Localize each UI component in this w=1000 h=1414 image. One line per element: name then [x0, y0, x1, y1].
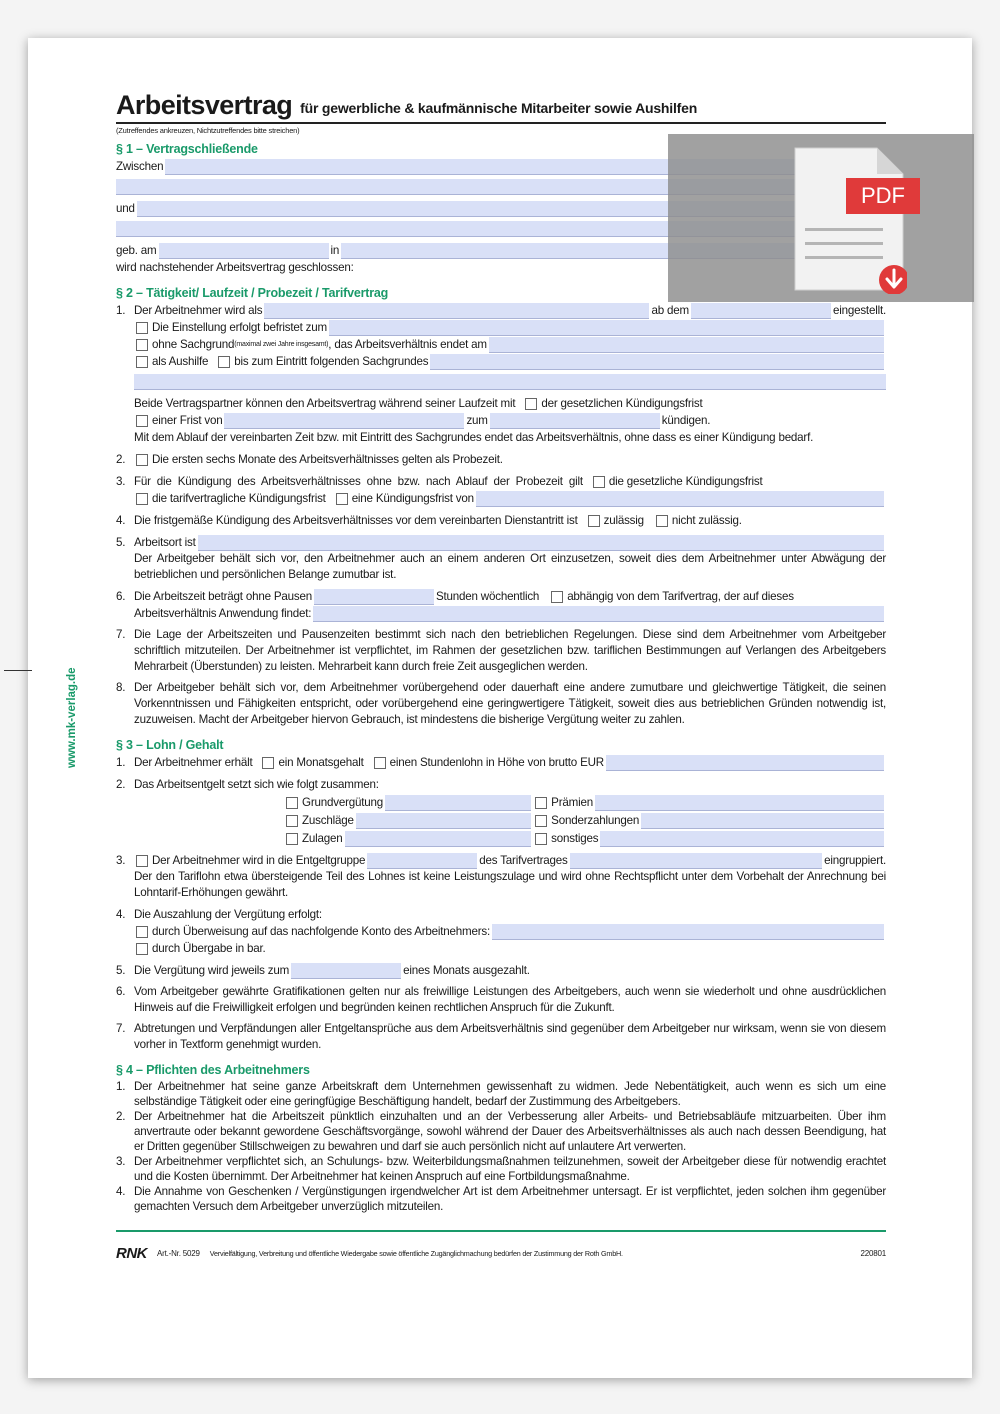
- eigene-frist-label: eine Kündigungsfrist von: [351, 492, 474, 505]
- entgeltgruppe-field[interactable]: [367, 853, 477, 869]
- section-4-heading: § 4 – Pflichten des Arbeitnehmers: [116, 1063, 310, 1077]
- aushilfe-checkbox[interactable]: [136, 356, 148, 368]
- aushilfe-label: als Aushilfe: [152, 355, 209, 368]
- weiterbildung-text: Der Arbeitnehmer verpflichtet sich, an Schulungs- bzw. Weiterbildungsmaßnahmen teilzunehmen, soweit der Arbeitgeber diese für notwendig erachtet und die Kosten übernimmt. Der Arbeitnehmer hat keinen Anspruch auf eine Fortbildungsmaßnahme.: [134, 1155, 886, 1183]
- befristet-label: Die Einstellung erfolgt befristet zum: [152, 321, 327, 334]
- kuendigen-label: kündigen.: [661, 414, 711, 427]
- footer: [116, 1246, 886, 1262]
- item-number: 2.: [116, 453, 126, 466]
- item-number: 4.: [116, 908, 126, 921]
- instruction-note: (Zutreffendes ankreuzen, Nichtzutreffendes bitte streichen): [116, 126, 300, 135]
- stundenlohn-label: einen Stundenlohn in Höhe von brutto EUR: [389, 756, 604, 769]
- verguetung-zum-label: Die Vergütung wird jeweils zum: [134, 964, 290, 977]
- item-number: 3.: [116, 1155, 126, 1168]
- sonstiges-checkbox[interactable]: [535, 833, 547, 845]
- item-number: 1.: [116, 756, 126, 769]
- frist-von-label: einer Frist von: [152, 414, 223, 427]
- s3-item6: [116, 984, 886, 1016]
- s3-item5: [116, 962, 886, 979]
- verschwiegenheit-text: Der Arbeitnehmer hat die Arbeitszeit pünktlich einzuhalten und an der Verbesserung aller Arbeits- und Betriebsabläufe mitzuarbeiten. Über ihm anvertraute oder bekannt gewordene Geschäftsvorgänge, sowohl während der Dauer des Arbeitsverhältnisses als auch nach dessen Beendigung, hat er Dritten gegenüber Stillschweigen zu bewahren und darf sie auch persönlich nicht auf unlautere Art verwerten.: [134, 1110, 886, 1153]
- component-row: [284, 829, 533, 847]
- component-label: Prämien: [551, 796, 593, 809]
- component-row: [533, 811, 886, 829]
- befristet-checkbox[interactable]: [136, 322, 148, 334]
- befristet-row: [116, 319, 886, 336]
- item-number: 2.: [116, 778, 126, 791]
- ueberweisung-row: [116, 923, 886, 940]
- item-number: 8.: [116, 681, 126, 694]
- gesetzliche-kuendigungsfrist-checkbox[interactable]: [593, 476, 605, 488]
- s4-item4: [116, 1184, 886, 1214]
- component-field[interactable]: [356, 813, 531, 829]
- s3-item4: [116, 906, 886, 923]
- sachgrund-label: bis zum Eintritt folgenden Sachgrundes: [234, 355, 429, 368]
- monat-label: eines Monats ausgezahlt.: [403, 964, 530, 977]
- job-label: Der Arbeitnehmer wird als: [134, 304, 263, 317]
- pdf-label: PDF: [861, 183, 905, 208]
- frist-checkbox[interactable]: [136, 415, 148, 427]
- item-number: 5.: [116, 536, 126, 549]
- ablauf-row: [116, 429, 886, 446]
- component-field[interactable]: [600, 831, 884, 847]
- bar-row: [116, 940, 886, 957]
- s2-item3: [116, 473, 886, 490]
- frist-field[interactable]: [224, 413, 464, 429]
- s3-item7: [116, 1021, 886, 1053]
- s3-item3: [116, 852, 886, 869]
- monatsgehalt-label: ein Monatsgehalt: [278, 756, 364, 769]
- title-row: [116, 90, 886, 124]
- component-row: [533, 829, 886, 847]
- zulagen-checkbox[interactable]: [286, 833, 298, 845]
- component-label: Zulagen: [302, 832, 343, 845]
- item-number: 5.: [116, 964, 126, 977]
- entgeltgruppe-checkbox[interactable]: [136, 855, 148, 867]
- zuschlaege-checkbox[interactable]: [286, 815, 298, 827]
- ueberweisung-checkbox[interactable]: [136, 926, 148, 938]
- tarif-frist-checkbox[interactable]: [136, 493, 148, 505]
- konto-field[interactable]: [492, 924, 884, 940]
- entgelt-left-column: [284, 793, 533, 847]
- pdf-download-overlay[interactable]: [668, 134, 974, 302]
- item-number: 7.: [116, 1022, 126, 1035]
- s2-item8: [116, 680, 886, 728]
- section-1-heading: § 1 – Vertragschließende: [116, 142, 258, 156]
- item-number: 1.: [116, 304, 126, 317]
- component-label: sonstiges: [551, 832, 599, 845]
- s2-item2: [116, 451, 886, 468]
- job-field[interactable]: [264, 303, 649, 319]
- ohne-sachgrund-label-b: , das Arbeitsverhältnis endet am: [328, 338, 487, 351]
- stundenlohn-checkbox[interactable]: [374, 757, 386, 769]
- grundverguetung-checkbox[interactable]: [286, 797, 298, 809]
- s3-item1: [116, 754, 886, 771]
- start-date-field[interactable]: [691, 303, 831, 319]
- arbeitskraft-text: Der Arbeitnehmer hat seine ganze Arbeitskraft dem Unternehmen gewissenhaft zu widmen. Jede Nebentätigkeit, auch wenn es sich um eine selbständige Tätigkeit oder eine geringfügige Beschäftigung handelt, bedarf der Zustimmung des Arbeitgebers.: [134, 1080, 886, 1108]
- item-number: 1.: [116, 1080, 126, 1093]
- item-number: 4.: [116, 1185, 126, 1198]
- entgeltgruppe-label: Der Arbeitnehmer wird in die Entgeltgruppe: [152, 854, 366, 867]
- section-3-heading: § 3 – Lohn / Gehalt: [116, 738, 224, 752]
- item-number: 4.: [116, 514, 126, 527]
- eigene-frist-field[interactable]: [476, 491, 884, 507]
- monatsgehalt-checkbox[interactable]: [262, 757, 274, 769]
- kuendigung-label: Beide Vertragspartner können den Arbeitsvertrag während seiner Laufzeit mit: [134, 397, 516, 410]
- document-title: Arbeitsvertrag: [116, 90, 293, 120]
- pdf-badge: [846, 178, 920, 214]
- zulaessig-label: zulässig: [603, 514, 644, 527]
- rights-notice: Vervielfältigung, Verbreitung und öffentliche Wiedergabe sowie öffentliche Zugänglichmachung bedürfen der Zustimmung der Roth GmbH.: [209, 1249, 623, 1258]
- eingruppiert-label: eingruppiert.: [824, 854, 886, 867]
- component-field[interactable]: [385, 795, 531, 811]
- publisher-logo: RNK: [116, 1245, 147, 1262]
- edition-code: 220801: [860, 1249, 886, 1258]
- nicht-zulaessig-checkbox[interactable]: [656, 515, 668, 527]
- end-date-field[interactable]: [489, 337, 884, 353]
- item-number: 3.: [116, 475, 126, 488]
- s4-item2: [116, 1109, 886, 1154]
- gesetzliche-frist-label: der gesetzlichen Kündigungsfrist: [541, 397, 703, 410]
- gesetzliche-frist-checkbox[interactable]: [525, 398, 537, 410]
- tariflohn-text: Der den Tariflohn etwa übersteigende Teil des Lohnes ist keine Leistungszulage und wird ohne Rechtspflicht unter dem Vorbehalt der Anrechnung bei Lohntarif-Erhöhungen gewährt.: [134, 870, 886, 899]
- geschenke-text: Die Annahme von Geschenken / Vergünstigungen irgendwelcher Art ist dem Arbeitnehmer untersagt. Er ist verpflichtet, jeden solchen ihm gegenüber gemachten Versuch dem Arbeitgeber unverzüglich mitzuteilen.: [134, 1185, 886, 1213]
- ohne-sachgrund-label: ohne Sachgrund: [152, 338, 235, 351]
- item-number: 6.: [116, 985, 126, 998]
- footer-divider: [116, 1230, 886, 1232]
- fold-mark: [4, 670, 32, 671]
- tarif-anwendung-label: Arbeitsverhältnis Anwendung findet:: [134, 607, 312, 620]
- s2-item6: [116, 588, 886, 605]
- eingestellt-label: eingestellt.: [832, 304, 886, 317]
- s4-item3: [116, 1154, 886, 1184]
- s4-item1: [116, 1079, 886, 1109]
- item-number: 7.: [116, 628, 126, 641]
- tarifvertrag-field[interactable]: [313, 606, 884, 622]
- s2-item1: [116, 302, 886, 319]
- ohne-sachgrund-small: (maximal zwei Jahre insgesamt): [234, 341, 329, 348]
- document-subtitle: für gewerbliche & kaufmännische Mitarbeiter sowie Aushilfen: [300, 100, 698, 116]
- closing-text: wird nachstehender Arbeitsvertrag geschlossen:: [116, 261, 354, 274]
- zusammensetzung-label: Das Arbeitsentgelt setzt sich wie folgt zusammen:: [134, 778, 379, 791]
- s3-item2: [116, 776, 886, 793]
- probezeit-checkbox[interactable]: [136, 454, 148, 466]
- sachgrund-field[interactable]: [430, 354, 884, 370]
- probezeit-label: Die ersten sechs Monate des Arbeitsverhältnisses gelten als Probezeit.: [152, 453, 503, 466]
- arbeitszeit-label: Die Arbeitszeit beträgt ohne Pausen: [134, 590, 312, 603]
- section-2-heading: § 2 – Tätigkeit/ Laufzeit / Probezeit / Tarifvertrag: [116, 286, 389, 300]
- probezeit-kuendigung-label: Für die Kündigung des Arbeitsverhältnisses ohne bzw. nach Ablauf der Probezeit gilt: [134, 475, 583, 488]
- gratifikation-text: Vom Arbeitgeber gewährte Gratifikationen gelten nur als freiwillige Leistungen des Arbeitgebers, auch wenn sie wiederholt und ohne ausdrücklichen Hinweis auf die Freiwilligkeit erfolgen und begründen keinen rechtlichen Anspruch für die Zukunft.: [134, 985, 886, 1014]
- bar-label: durch Übergabe in bar.: [152, 942, 266, 955]
- arbeitsort-field[interactable]: [198, 535, 884, 551]
- auszahlung-label: Die Auszahlung der Vergütung erfolgt:: [134, 908, 322, 921]
- geb-am-label: geb. am: [116, 244, 157, 257]
- pdf-file-icon: [791, 144, 907, 294]
- sachgrund-field-2[interactable]: [134, 374, 886, 390]
- und-label: und: [116, 202, 135, 215]
- ablauf-text: Mit dem Ablauf der vereinbarten Zeit bzw. mit Eintritt des Sachgrundes endet das Arbeitsverhältnis, ohne dass es einer Kündigung bedarf.: [134, 431, 814, 444]
- component-field[interactable]: [595, 795, 884, 811]
- entgelt-components: [116, 793, 886, 847]
- s2-item7: [116, 627, 886, 675]
- kuendigung-row: [116, 395, 886, 412]
- tarif-frist-label: die tarifvertragliche Kündigungsfrist: [152, 492, 326, 505]
- component-label: Zuschläge: [302, 814, 354, 827]
- component-row: [284, 793, 533, 811]
- erhaelt-label: Der Arbeitnehmer erhält: [134, 756, 253, 769]
- sachgrund-checkbox[interactable]: [218, 356, 230, 368]
- entgelt-right-column: [533, 793, 886, 847]
- component-field[interactable]: [345, 831, 532, 847]
- arbeitsort-text: Der Arbeitgeber behält sich vor, den Arbeitnehmer auch an einem anderen Ort einzusetzen, soweit dies dem Arbeitnehmer unter Abwägung der betrieblichen und persönlichen Belange zumutbar ist.: [134, 552, 886, 581]
- component-field[interactable]: [641, 813, 884, 829]
- dienstantritt-label: Die fristgemäße Kündigung des Arbeitsverhältnisses vor dem vereinbarten Dienstantritt ist: [134, 514, 578, 527]
- bar-checkbox[interactable]: [136, 943, 148, 955]
- start-label: ab dem: [651, 304, 689, 317]
- component-row: [533, 793, 886, 811]
- tarif-abhaengig-label: abhängig von dem Tarifvertrag, der auf dieses: [567, 590, 794, 603]
- sachgrund-row: [116, 336, 886, 353]
- tarifvertrag-label: des Tarifvertrages: [479, 854, 568, 867]
- in-label: in: [330, 244, 340, 257]
- sonderzahlungen-checkbox[interactable]: [535, 815, 547, 827]
- tarif-abhaengig-checkbox[interactable]: [551, 591, 563, 603]
- article-number: Art.-Nr. 5029: [157, 1249, 200, 1258]
- frist-row: [116, 412, 886, 429]
- component-label: Sonderzahlungen: [551, 814, 640, 827]
- s2-item4: [116, 512, 886, 529]
- befristet-field[interactable]: [329, 320, 884, 336]
- stunden-field[interactable]: [314, 589, 434, 605]
- s2-item5: [116, 534, 886, 551]
- eigene-frist-checkbox[interactable]: [336, 493, 348, 505]
- zulaessig-checkbox[interactable]: [588, 515, 600, 527]
- nicht-zulaessig-label: nicht zulässig.: [671, 514, 742, 527]
- betrag-field[interactable]: [606, 755, 884, 771]
- arbeitsort-label: Arbeitsort ist: [134, 536, 196, 549]
- frist-zum-field[interactable]: [490, 413, 660, 429]
- abtretung-text: Abtretungen und Verpfändungen aller Entgeltansprüche aus dem Arbeitsverhältnis sind gegenüber dem Arbeitgeber nur wirksam, wenn sie von diesem vorher in Textform genehmigt wurden.: [134, 1022, 886, 1051]
- ohne-sachgrund-checkbox[interactable]: [136, 339, 148, 351]
- item-number: 3.: [116, 854, 126, 867]
- zwischen-label: Zwischen: [116, 160, 164, 173]
- side-url: www.mk-verlag.de: [66, 667, 78, 768]
- gesetzliche-kuendigungsfrist-label: die gesetzliche Kündigungsfrist: [608, 475, 763, 488]
- birth-date-field[interactable]: [159, 243, 329, 259]
- praemien-checkbox[interactable]: [535, 797, 547, 809]
- s2-item6-b: [116, 605, 886, 622]
- ueberweisung-label: durch Überweisung auf das nachfolgende Konto des Arbeitnehmers:: [152, 925, 491, 938]
- item-number: 2.: [116, 1110, 126, 1123]
- component-row: [284, 811, 533, 829]
- aushilfe-row: [116, 353, 886, 370]
- arbeitszeiten-text: Die Lage der Arbeitszeiten und Pausenzeiten bestimmt sich nach den betrieblichen Regelungen. Diese sind dem Arbeitnehmer vom Arbeitgeber schriftlich mitzuteilen. Der Arbeitnehmer ist verpflichtet, im Rahmen der gesetzlichen bzw. tariflichen Bestimmungen auf Verlangen des Arbeitgebers Mehrarbeit (Überstunden) zu leisten. Mehrarbeit kann durch freie Zeit ausgeglichen werden.: [134, 628, 886, 673]
- s2-item3-b: [116, 490, 886, 507]
- stunden-label: Stunden wöchentlich: [435, 590, 540, 603]
- zahltag-field[interactable]: [291, 963, 401, 979]
- taetigkeit-text: Der Arbeitgeber behält sich vor, dem Arbeitnehmer vorübergehend oder dauerhaft eine andere zumutbare und gleichwertige Tätigkeit, die seinen Vorkenntnissen und Fähigkeiten entspricht, oder vorübergehend eine geringwertigere Tätigkeit, soweit dies aus betrieblichen Gründen notwendig ist, zuzuweisen. Macht der Arbeitgeber hiervon Gebrauch, ist mindestens die bisherige Vergütung weiter zu zahlen.: [134, 681, 886, 726]
- tarifvertrag-name-field[interactable]: [570, 853, 823, 869]
- component-label: Grundvergütung: [302, 796, 383, 809]
- frist-zum-label: zum: [466, 414, 488, 427]
- item-number: 6.: [116, 590, 126, 603]
